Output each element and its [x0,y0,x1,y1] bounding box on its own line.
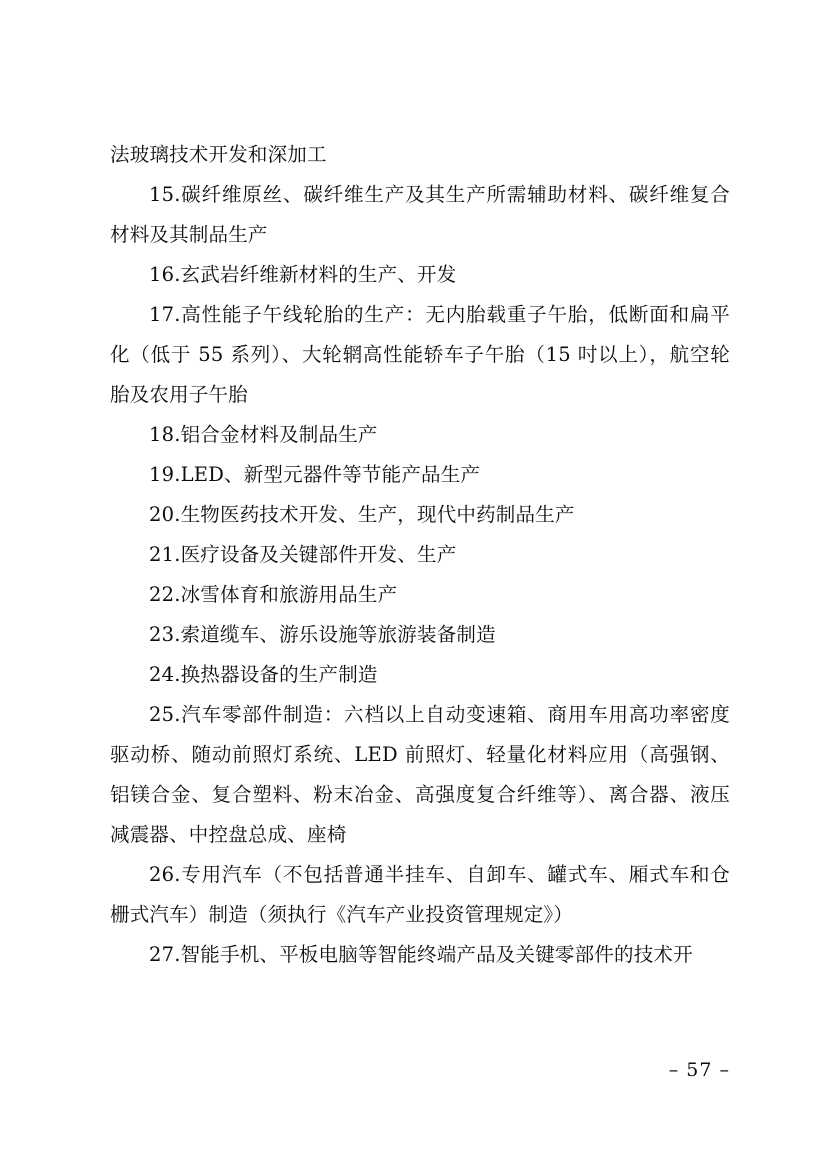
paragraph-item-17: 17.高性能子午线轮胎的生产：无内胎载重子午胎，低断面和扁平化（低于 55 系列）、大轮辋高性能轿车子午胎（15 吋以上），航空轮胎及农用子午胎 [110,303,730,406]
paragraph-item-23: 23.索道缆车、游乐设施等旅游装备制造 [149,623,496,646]
paragraph-item-20: 20.生物医药技术开发、生产，现代中药制品生产 [149,503,575,526]
paragraph-item-18: 18.铝合金材料及制品生产 [149,423,378,446]
paragraph-item-26: 26.专用汽车（不包括普通半挂车、自卸车、罐式车、厢式车和仓栅式汽车）制造（须执行《汽车产业投资管理规定》） [110,863,730,926]
paragraph-continued-line: 法玻璃技术开发和深加工 [110,143,327,166]
page-number: – 57 – [668,1059,730,1081]
paragraph-item-21: 21.医疗设备及关键部件开发、生产 [149,543,457,566]
paragraph-item-15: 15.碳纤维原丝、碳纤维生产及其生产所需辅助材料、碳纤维复合材料及其制品生产 [110,183,730,246]
paragraph-item-25: 25.汽车零部件制造：六档以上自动变速箱、商用车用高功率密度驱动桥、随动前照灯系统、LED 前照灯、轻量化材料应用（高强钢、铝镁合金、复合塑料、粉末冶金、高强度复合纤维等）、离合器、液压减震器、中控盘总成、座椅 [110,703,730,846]
paragraph-item-24: 24.换热器设备的生产制造 [149,663,378,686]
paragraph-item-16: 16.玄武岩纤维新材料的生产、开发 [149,263,457,286]
paragraph-item-19: 19.LED、新型元器件等节能产品生产 [149,463,481,486]
document-body [110,135,730,975]
paragraph-item-22: 22.冰雪体育和旅游用品生产 [149,583,398,606]
paragraph-item-27: 27.智能手机、平板电脑等智能终端产品及关键零部件的技术开 [149,943,693,966]
